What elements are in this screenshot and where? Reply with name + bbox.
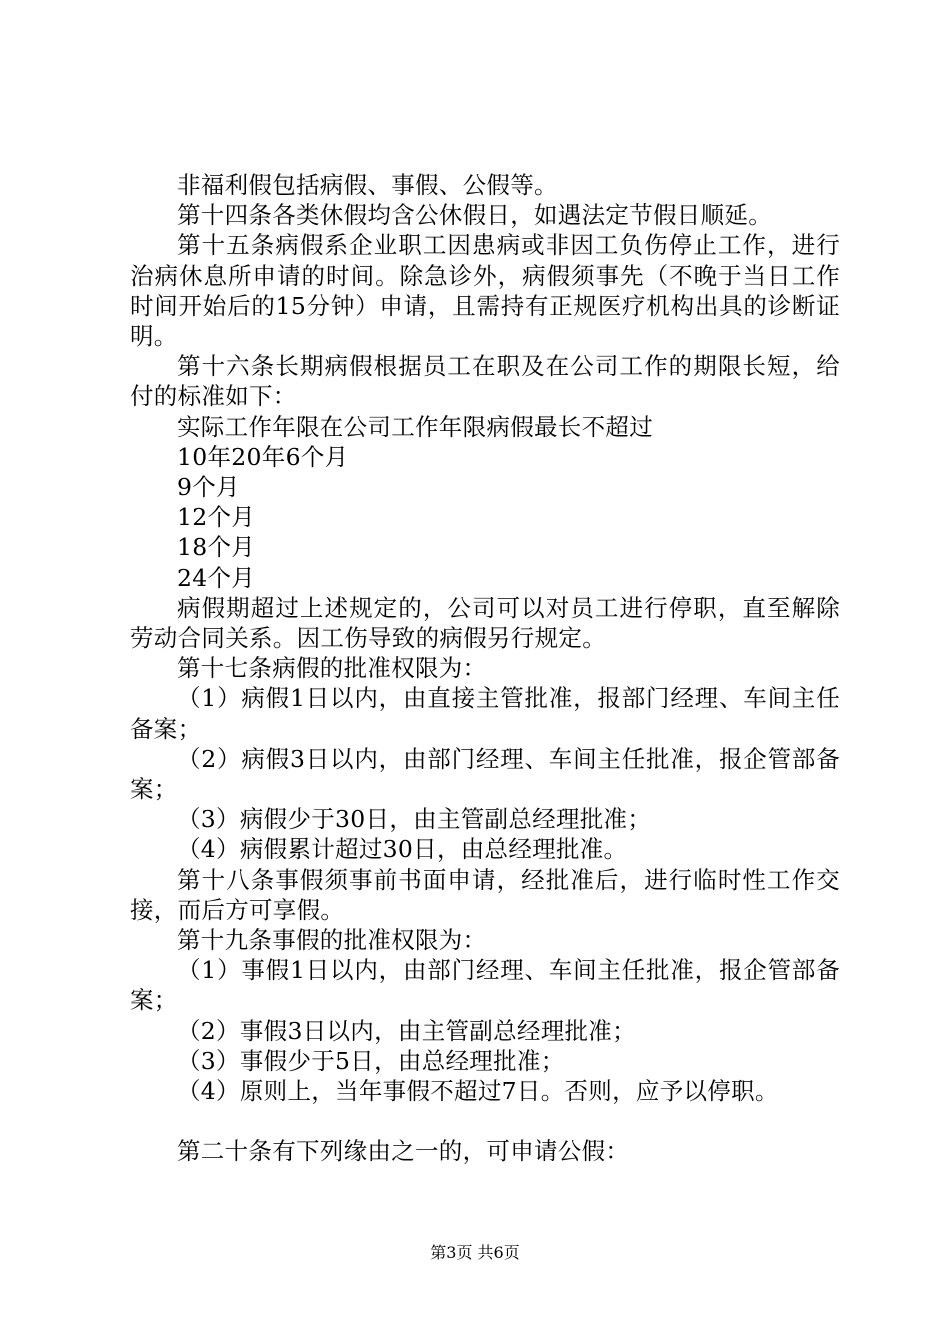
- page-footer: 第3页 共6页: [430, 1243, 520, 1262]
- sick-leave-table-header: 实际工作年限在公司工作年限病假最长不超过: [177, 412, 653, 441]
- paragraph-article-15: 第十五条病假系企业职工因患病或非因工负伤停止工作，进行治病休息所申请的时间。除急诊外，病假须事先（不晚于当日工作时间开始后的15分钟）申请，且需持有正规医疗机构出具的诊断证明。: [130, 231, 840, 351]
- list-item-sick-leave-approval: （4）病假累计超过30日，由总经理批准。: [177, 835, 628, 864]
- paragraph-article-14: 第十四条各类休假均含公休假日，如遇法定节假日顺延。: [177, 201, 772, 230]
- list-item-personal-leave-approval: （3）事假少于5日，由总经理批准；: [177, 1046, 565, 1075]
- list-item-personal-leave-approval: （4）原则上，当年事假不超过7日。否则，应予以停职。: [177, 1077, 779, 1106]
- paragraph-sick-leave-overrun: 病假期超过上述规定的，公司可以对员工进行停职，直至解除劳动合同关系。因工伤导致的病假另行规定。: [130, 593, 840, 653]
- list-item-sick-leave-approval: （3）病假少于30日，由主管副总经理批准；: [177, 805, 652, 834]
- sick-leave-table-row: 12个月: [177, 503, 256, 532]
- paragraph-non-welfare-leave: 非福利假包括病假、事假、公假等。: [177, 171, 558, 199]
- paragraph-article-17: 第十七条病假的批准权限为：: [177, 654, 487, 683]
- document-body: [130, 170, 840, 1167]
- paragraph-article-16: 第十六条长期病假根据员工在职及在公司工作的期限长短，给付的标准如下：: [130, 352, 840, 411]
- paragraph-article-19: 第十九条事假的批准权限为：: [177, 926, 487, 955]
- sick-leave-table-row: 9个月: [177, 473, 240, 502]
- list-item-personal-leave-approval: （2）事假3日以内，由主管副总经理批准；: [177, 1016, 636, 1045]
- list-item-sick-leave-approval: （1）病假1日以内，由直接主管批准，报部门经理、车间主任备案；: [130, 684, 840, 743]
- paragraph-article-18: 第十八条事假须事前书面申请，经批准后，进行临时性工作交接，而后方可享假。: [130, 865, 840, 924]
- paragraph-article-20: 第二十条有下列缘由之一的，可申请公假：: [177, 1137, 630, 1166]
- list-item-personal-leave-approval: （1）事假1日以内，由部门经理、车间主任批准，报企管部备案；: [130, 956, 840, 1015]
- sick-leave-table-row: 24个月: [177, 563, 256, 592]
- sick-leave-table-row: 18个月: [177, 533, 256, 562]
- paragraph-gap: [130, 1106, 840, 1136]
- list-item-sick-leave-approval: （2）病假3日以内，由部门经理、车间主任批准，报企管部备案；: [130, 744, 840, 804]
- sick-leave-table-row: 10年20年6个月: [177, 442, 349, 471]
